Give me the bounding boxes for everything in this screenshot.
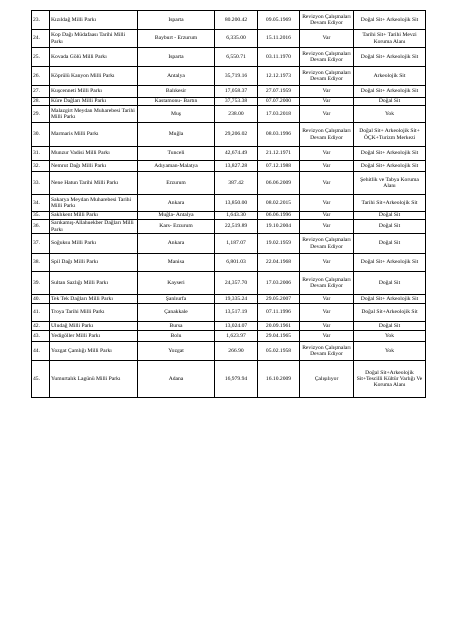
area-cell: 16,979.94 — [215, 361, 258, 398]
park-name-cell: Yedigöller Milli Parkı — [50, 331, 138, 342]
declaration-date-cell: 21.12.1971 — [258, 147, 300, 161]
province-cell: Muğla- Antalya — [138, 212, 215, 220]
table-row — [32, 195, 426, 212]
park-name-cell: Kovada Gölü Milli Parkı — [50, 48, 138, 67]
plan-status-cell: Var — [300, 30, 354, 48]
protection-status-cell: Doğal Sit — [354, 272, 426, 295]
plan-status-cell: Var — [300, 295, 354, 304]
province-cell: Ankara — [138, 234, 215, 254]
plan-status-cell: Var — [300, 220, 354, 234]
area-cell: 42,674.49 — [215, 147, 258, 161]
area-cell: 19,335.24 — [215, 295, 258, 304]
protection-status-cell: Doğal Sit+Arkeolojik Sit — [354, 304, 426, 322]
park-name-cell: Sultan Sazlığı Milli Parkı — [50, 272, 138, 295]
area-cell: 6,335.00 — [215, 30, 258, 48]
protection-status-cell: Doğal Sit+ Arkeolojik Sit — [354, 86, 426, 98]
area-cell: 17,058.37 — [215, 86, 258, 98]
area-cell: 37,753.38 — [215, 98, 258, 106]
area-cell: 1,187.07 — [215, 234, 258, 254]
row-number-cell: 39. — [32, 272, 50, 295]
table-row — [32, 106, 426, 123]
province-cell: Adıyaman-Malatya — [138, 161, 215, 172]
province-cell: Bolu — [138, 331, 215, 342]
park-name-cell: Troya Tarihi Milli Parkı — [50, 304, 138, 322]
declaration-date-cell: 17.03.2018 — [258, 106, 300, 123]
plan-status-cell: Revizyon Çalışmaları Devam Ediyor — [300, 123, 354, 147]
area-cell: 1,623.97 — [215, 331, 258, 342]
park-name-cell: Marmaris Milli Parkı — [50, 123, 138, 147]
protection-status-cell: Yok — [354, 342, 426, 361]
province-cell: Tunceli — [138, 147, 215, 161]
park-name-cell: Nemrut Dağı Milli Parkı — [50, 161, 138, 172]
declaration-date-cell: 20.09.1961 — [258, 322, 300, 331]
plan-status-cell: Revizyon Çalışmaları Devam Ediyor — [300, 234, 354, 254]
protection-status-cell: Tarihi Sit+Arkeolojik Sit — [354, 195, 426, 212]
province-cell: Bursa — [138, 322, 215, 331]
protection-status-cell: Doğal Sit+ Arkeolojik Sit — [354, 254, 426, 272]
protection-status-cell: Doğal Sit+ Arkeolojik Sit+ ÖÇK+Turizm Merkezi — [354, 123, 426, 147]
province-cell: Isparta — [138, 48, 215, 67]
declaration-date-cell: 16.10.2009 — [258, 361, 300, 398]
table-row — [32, 172, 426, 195]
province-cell: Çanakkale — [138, 304, 215, 322]
declaration-date-cell: 08.03.1996 — [258, 123, 300, 147]
plan-status-cell: Revizyon Çalışmaları Devam Ediyor — [300, 342, 354, 361]
row-number-cell: 31. — [32, 147, 50, 161]
table-row — [32, 322, 426, 331]
plan-status-cell: Var — [300, 195, 354, 212]
plan-status-cell: Var — [300, 212, 354, 220]
park-name-cell: Soğuksu Milli Parkı — [50, 234, 138, 254]
table-row — [32, 212, 426, 220]
province-cell: Kayseri — [138, 272, 215, 295]
row-number-cell: 42. — [32, 322, 50, 331]
province-cell: Antalya — [138, 67, 215, 86]
area-cell: 29,206.02 — [215, 123, 258, 147]
province-cell: Bayburt - Erzurum — [138, 30, 215, 48]
province-cell: Kastamonu- Bartın — [138, 98, 215, 106]
table-row — [32, 30, 426, 48]
protection-status-cell: Arkeolojik Sit — [354, 67, 426, 86]
table-row — [32, 331, 426, 342]
declaration-date-cell: 06.06.1996 — [258, 212, 300, 220]
row-number-cell: 45. — [32, 361, 50, 398]
row-number-cell: 44. — [32, 342, 50, 361]
table-row — [32, 147, 426, 161]
row-number-cell: 43. — [32, 331, 50, 342]
declaration-date-cell: 19.10.2004 — [258, 220, 300, 234]
area-cell: 13,850.00 — [215, 195, 258, 212]
protection-status-cell: Şehitlik ve Tabya Koruma Alanı — [354, 172, 426, 195]
declaration-date-cell: 07.07.2000 — [258, 98, 300, 106]
table-row — [32, 48, 426, 67]
area-cell: 24,357.70 — [215, 272, 258, 295]
province-cell: Isparta — [138, 11, 215, 30]
declaration-date-cell: 07.11.1996 — [258, 304, 300, 322]
table-row — [32, 98, 426, 106]
park-name-cell: Yumurtalık Lagünü Milli Parkı — [50, 361, 138, 398]
area-cell: 13,827.28 — [215, 161, 258, 172]
park-name-cell: Saklıkent Milli Parkı — [50, 212, 138, 220]
table-row — [32, 86, 426, 98]
province-cell: Muğla — [138, 123, 215, 147]
table-row — [32, 67, 426, 86]
row-number-cell: 34. — [32, 195, 50, 212]
province-cell: Balıkesir — [138, 86, 215, 98]
plan-status-cell: Var — [300, 322, 354, 331]
protection-status-cell: Doğal Sit+Arkeolojik Sit+Tescilli Kültür Varlığı Ve Koruma Alanı — [354, 361, 426, 398]
plan-status-cell: Var — [300, 86, 354, 98]
row-number-cell: 36. — [32, 220, 50, 234]
table-body — [32, 11, 426, 398]
park-name-cell: Yozgat Çamlığı Milli Parkı — [50, 342, 138, 361]
row-number-cell: 32. — [32, 161, 50, 172]
plan-status-cell: Revizyon Çalışmaları Devam Ediyor — [300, 272, 354, 295]
plan-status-cell: Var — [300, 147, 354, 161]
protection-status-cell: Doğal Sit — [354, 234, 426, 254]
row-number-cell: 23. — [32, 11, 50, 30]
declaration-date-cell: 09.05.1969 — [258, 11, 300, 30]
declaration-date-cell: 22.04.1968 — [258, 254, 300, 272]
national-parks-table — [31, 10, 426, 398]
row-number-cell: 30. — [32, 123, 50, 147]
declaration-date-cell: 19.02.1959 — [258, 234, 300, 254]
protection-status-cell: Doğal Sit — [354, 220, 426, 234]
park-name-cell: Kop Dağı Müdafaası Tarihi Milli Parkı — [50, 30, 138, 48]
protection-status-cell: Doğal Sit+ Arkeolojik Sit — [354, 11, 426, 30]
protection-status-cell: Doğal Sit — [354, 98, 426, 106]
park-name-cell: Malazgirt Meydan Muharebesi Tarihi Milli Parkı — [50, 106, 138, 123]
protection-status-cell: Yok — [354, 331, 426, 342]
plan-status-cell: Var — [300, 106, 354, 123]
table-row — [32, 220, 426, 234]
area-cell: 13,024.07 — [215, 322, 258, 331]
park-name-cell: Spil Dağı Milli Parkı — [50, 254, 138, 272]
protection-status-cell: Doğal Sit — [354, 322, 426, 331]
table-row — [32, 254, 426, 272]
declaration-date-cell: 29.05.2007 — [258, 295, 300, 304]
row-number-cell: 41. — [32, 304, 50, 322]
park-name-cell: Köprülü Kanyon Milli Parkı — [50, 67, 138, 86]
declaration-date-cell: 07.12.1988 — [258, 161, 300, 172]
province-cell: Muş — [138, 106, 215, 123]
area-cell: 35,719.16 — [215, 67, 258, 86]
row-number-cell: 40. — [32, 295, 50, 304]
area-cell: 1,643.30 — [215, 212, 258, 220]
area-cell: 266.90 — [215, 342, 258, 361]
plan-status-cell: Revizyon Çalışmaları Devam Ediyor — [300, 67, 354, 86]
protection-status-cell: Doğal Sit — [354, 212, 426, 220]
protection-status-cell: Doğal Sit+ Arkeolojik Sit — [354, 295, 426, 304]
plan-status-cell: Var — [300, 331, 354, 342]
row-number-cell: 29. — [32, 106, 50, 123]
park-name-cell: Küre Dağları Milli Parkı — [50, 98, 138, 106]
plan-status-cell: Var — [300, 172, 354, 195]
protection-status-cell: Doğal Sit+ Arkeolojik Sit — [354, 147, 426, 161]
table-row — [32, 161, 426, 172]
table-row — [32, 361, 426, 398]
row-number-cell: 33. — [32, 172, 50, 195]
plan-status-cell: Var — [300, 304, 354, 322]
park-name-cell: Tek Tek Dağları Milli Parkı — [50, 295, 138, 304]
province-cell: Kars- Erzurum — [138, 220, 215, 234]
area-cell: 6,550.71 — [215, 48, 258, 67]
row-number-cell: 24. — [32, 30, 50, 48]
plan-status-cell: Revizyon Çalışmaları Devam Ediyor — [300, 11, 354, 30]
province-cell: Ankara — [138, 195, 215, 212]
province-cell: Manisa — [138, 254, 215, 272]
park-name-cell: Munzur Vadisi Milli Parkı — [50, 147, 138, 161]
row-number-cell: 38. — [32, 254, 50, 272]
park-name-cell: Kuşcenneti Milli Parkı — [50, 86, 138, 98]
province-cell: Yozgat — [138, 342, 215, 361]
area-cell: 13,517.19 — [215, 304, 258, 322]
declaration-date-cell: 27.07.1959 — [258, 86, 300, 98]
area-cell: 6,801.03 — [215, 254, 258, 272]
park-name-cell: Kızıldağ Milli Parkı — [50, 11, 138, 30]
declaration-date-cell: 17.03.2006 — [258, 272, 300, 295]
protection-status-cell: Tarihi Sit+ Tarihi Mevzi Koruma Alanı — [354, 30, 426, 48]
park-name-cell: Uludağ Milli Parkı — [50, 322, 138, 331]
area-cell: 238.00 — [215, 106, 258, 123]
area-cell: 22,519.89 — [215, 220, 258, 234]
province-cell: Erzurum — [138, 172, 215, 195]
park-name-cell: Sakarya Meydan Muharebesi Tarihi Milli Parkı — [50, 195, 138, 212]
protection-status-cell: Doğal Sit+ Arkeolojik Sit — [354, 161, 426, 172]
row-number-cell: 26. — [32, 67, 50, 86]
table-row — [32, 304, 426, 322]
plan-status-cell: Var — [300, 254, 354, 272]
area-cell: 387.42 — [215, 172, 258, 195]
row-number-cell: 28. — [32, 98, 50, 106]
area-cell: 80.200.42 — [215, 11, 258, 30]
row-number-cell: 35. — [32, 212, 50, 220]
declaration-date-cell: 08.02.2015 — [258, 195, 300, 212]
park-name-cell: Nene Hatun Tarihi Milli Parkı — [50, 172, 138, 195]
declaration-date-cell: 03.11.1970 — [258, 48, 300, 67]
protection-status-cell: Doğal Sit+ Arkeolojik Sit — [354, 48, 426, 67]
declaration-date-cell: 29.04.1965 — [258, 331, 300, 342]
province-cell: Adana — [138, 361, 215, 398]
row-number-cell: 37. — [32, 234, 50, 254]
plan-status-cell: Revizyon Çalışmaları Devam Ediyor — [300, 48, 354, 67]
row-number-cell: 25. — [32, 48, 50, 67]
table-row — [32, 342, 426, 361]
table-row — [32, 123, 426, 147]
province-cell: Şanlıurfa — [138, 295, 215, 304]
table-row — [32, 234, 426, 254]
table-row — [32, 272, 426, 295]
row-number-cell: 27. — [32, 86, 50, 98]
declaration-date-cell: 05.02.1958 — [258, 342, 300, 361]
protection-status-cell: Yok — [354, 106, 426, 123]
table-row — [32, 295, 426, 304]
declaration-date-cell: 06.06.2009 — [258, 172, 300, 195]
plan-status-cell: Var — [300, 161, 354, 172]
park-name-cell: Sarıkamış-Allahuekber Dağları Milli Parkı — [50, 220, 138, 234]
table-row — [32, 11, 426, 30]
plan-status-cell: Çalışılıyor — [300, 361, 354, 398]
plan-status-cell: Var — [300, 98, 354, 106]
declaration-date-cell: 12.12.1973 — [258, 67, 300, 86]
declaration-date-cell: 15.11.2016 — [258, 30, 300, 48]
